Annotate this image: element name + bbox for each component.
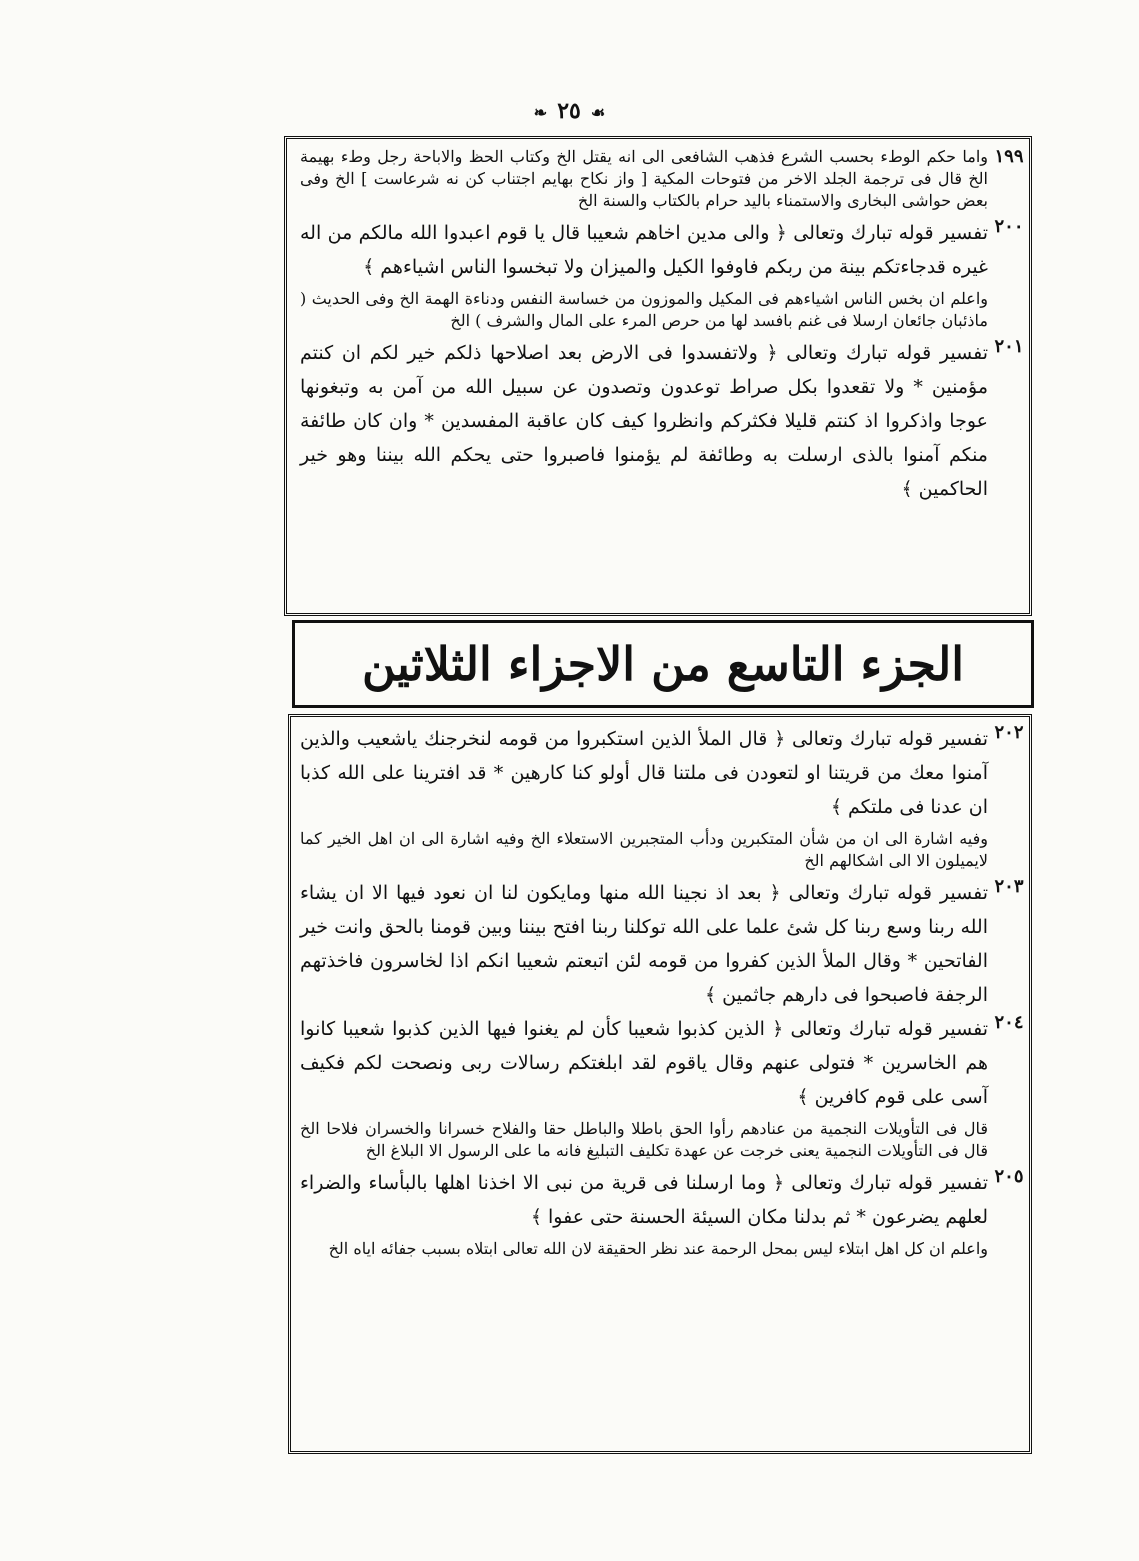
part-title: الجزء التاسع من الاجزاء الثلاثين	[362, 637, 964, 691]
entry-note: وفيه اشارة الى ان من شأن المتكبرين ودأب المتجبرين الاستعلاء الخ وفيه اشارة الى ان اهل الخير كما لايميلون الا الى اشكالهم الخ	[300, 829, 988, 870]
ornament-right: ☙	[590, 103, 606, 122]
section-top	[300, 142, 1024, 506]
entry-number: ٢٠٠	[994, 216, 1024, 237]
page-number: ❧ ٢٥ ☙	[533, 98, 606, 124]
entry-number: ٢٠١	[994, 336, 1024, 357]
entry-note: واعلم ان كل اهل ابتلاء ليس بمحل الرحمة عند نظر الحقيقة لان الله تعالى ابتلاه بسبب جفائه اياه الخ	[328, 1239, 988, 1258]
entry-201	[300, 336, 1024, 506]
entry-quote: تفسير قوله تبارك وتعالى ﴿ قال الملأ الذين استكبروا من قومه لنخرجنك ياشعيب والذين آمنوا معك من قريتنا او لتعودن فى ملتنا قال أولو كنا كارهين * قد افترينا على الله كذبا ان عدنا فى ملتكم ﴾	[300, 728, 988, 818]
entry-number: ٢٠٢	[994, 722, 1024, 743]
entry-199	[300, 146, 1024, 212]
entry-quote: تفسير قوله تبارك وتعالى ﴿ وما ارسلنا فى قرية من نبى الا اخذنا اهلها بالبأساء والضراء لعلهم يضرعون * ثم بدلنا مكان السيئة الحسنة حتى عفوا ﴾	[300, 1172, 988, 1228]
section-bottom	[300, 722, 1024, 1264]
entry-note: قال فى التأويلات النجمية من عنادهم رأوا الحق باطلا والباطل حقا والفلاح خسرانا والخسران فلاحا الخ قال فى التأويلات النجمية يعنى خرجت عن عهدة تكليف التبليغ فانه ما على الرسول الا البلاغ الخ	[300, 1119, 988, 1160]
entry-200	[300, 216, 1024, 332]
entry-205	[300, 1166, 1024, 1260]
entry-quote: تفسير قوله تبارك وتعالى ﴿ بعد اذ نجينا الله منها ومايكون لنا ان نعود فيها الا ان يشاء الله ربنا وسع ربنا كل شئ علما على الله توكلنا ربنا افتح بيننا وبين قومنا بالحق وانت خير الفاتحين * وقال الملأ الذين كفروا من قومه لئن اتبعتم شعيبا انكم اذا لخاسرون فاخذتهم الرجفة فاصبحوا فى دارهم جاثمين ﴾	[300, 882, 988, 1006]
entry-202	[300, 722, 1024, 872]
entry-204	[300, 1012, 1024, 1162]
entry-203	[300, 876, 1024, 1012]
entry-quote: تفسير قوله تبارك وتعالى ﴿ ولاتفسدوا فى الارض بعد اصلاحها ذلكم خير لكم ان كنتم مؤمنين * ولا تقعدوا بكل صراط توعدون وتصدون عن سبيل الله من آمن به وتبغونها عوجا واذكروا اذ كنتم قليلا فكثركم وانظروا كيف كان عاقبة المفسدين * وان كان طائفة منكم آمنوا بالذى ارسلت به وطائفة لم يؤمنوا فاصبروا حتى يحكم الله بيننا وهو خير الحاكمين ﴾	[300, 342, 988, 500]
entry-note: واعلم ان بخس الناس اشياءهم فى المكيل والموزون من خساسة النفس ودناءة الهمة الخ وفى الحديث ( ماذئبان جائعان ارسلا فى غنم بافسد لها من حرص المرء على المال والشرف ) الخ	[300, 289, 988, 330]
entry-number: ٢٠٣	[994, 876, 1024, 897]
ornament-left: ❧	[533, 103, 548, 122]
entry-quote: تفسير قوله تبارك وتعالى ﴿ والى مدين اخاهم شعيبا قال يا قوم اعبدوا الله مالكم من اله غيره قدجاءتكم بينة من ربكم فاوفوا الكيل والميزان ولا تبخسوا الناس اشياءهم ﴾	[300, 222, 988, 278]
entry-number: ٢٠٤	[994, 1012, 1024, 1033]
entry-number: ١٩٩	[994, 146, 1024, 167]
entry-note: واما حكم الوطء بحسب الشرع فذهب الشافعى الى انه يقتل الخ وكتاب الحظ والاباحة رجل وطء بهيمة الخ قال فى ترجمة الجلد الاخر من فتوحات المكية [ واز نكاح بهايم اجتناب كن نه شرعاست ] الخ وفى بعض حواشى البخارى والاستمناء باليد حرام بالكتاب والسنة الخ	[300, 147, 988, 210]
entry-quote: تفسير قوله تبارك وتعالى ﴿ الذين كذبوا شعيبا كأن لم يغنوا فيها الذين كذبوا شعيبا كانوا هم الخاسرين * فتولى عنهم وقال ياقوم لقد ابلغتكم رسالات ربى ونصحت لكم فكيف آسى على قوم كافرين ﴾	[300, 1018, 988, 1108]
entry-number: ٢٠٥	[994, 1166, 1024, 1187]
